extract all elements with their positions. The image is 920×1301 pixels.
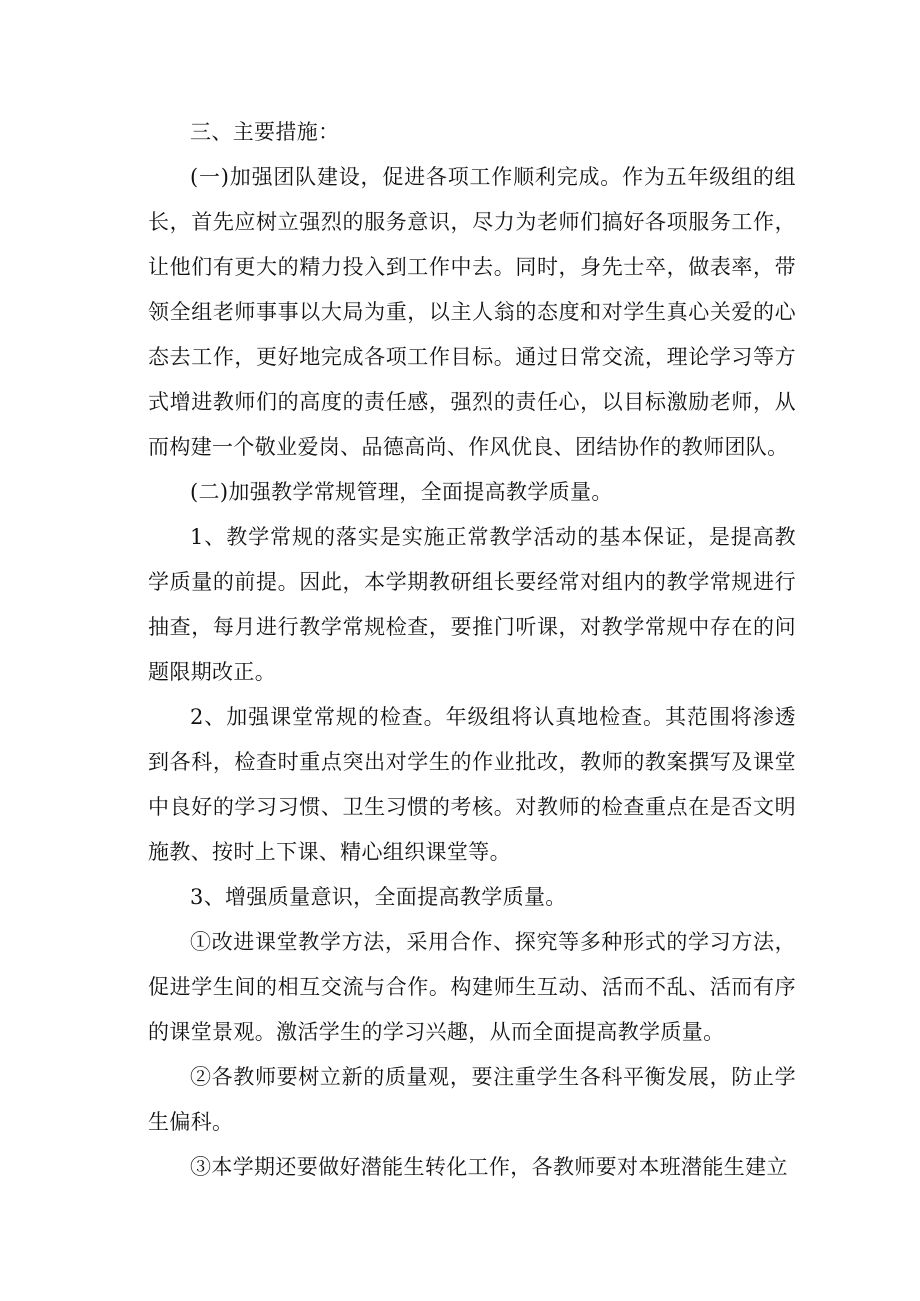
subitem-two-paragraph: ②各教师要树立新的质量观，要注重学生各科平衡发展，防止学生偏科。 — [148, 1065, 796, 1134]
item-three-paragraph: 3、增强质量意识，全面提高教学质量。 — [190, 885, 567, 909]
subitem-one-paragraph: ①改进课堂教学方法，采用合作、探究等多种形式的学习方法，促进学生间的相互交流与合作。构建师生互动、活而不乱、活而有序的课堂景观。激活学生的学习兴趣，从而全面提高教学质量。 — [148, 930, 796, 1044]
section-heading: 三、主要措施： — [190, 120, 340, 144]
section-two-heading: (二)加强教学常规管理，全面提高教学质量。 — [190, 480, 613, 504]
subitem-three-paragraph: ③本学期还要做好潜能生转化工作，各教师要对本班潜能生建立 — [190, 1155, 788, 1179]
section-one-paragraph: (一)加强团队建设，促进各项工作顺利完成。作为五年级组的组长，首先应树立强烈的服务意识，尽力为老师们搞好各项服务工作，让他们有更大的精力投入到工作中去。同时，身先士卒，做表率，带领全组老师事事以大局为重，以主人翁的态度和对学生真心关爱的心态去工作，更好地完成各项工作目标。通过日常交流，理论学习等方式增进教师们的高度的责任感，强烈的责任心，以目标激励老师，从而构建一个敬业爱岗、品德高尚、作风优良、团结协作的教师团队。 — [148, 165, 796, 459]
item-one-paragraph: 1、教学常规的落实是实施正常教学活动的基本保证，是提高教学质量的前提。因此，本学期教研组长要经常对组内的教学常规进行抽查，每月进行教学常规检查，要推门听课，对教学常规中存在的问题限期改正。 — [148, 525, 796, 684]
item-two-paragraph: 2、加强课堂常规的检查。年级组将认真地检查。其范围将渗透到各科，检查时重点突出对学生的作业批改，教师的教案撰写及课堂中良好的学习习惯、卫生习惯的考核。对教师的检查重点在是否文明施教、按时上下课、精心组织课堂等。 — [148, 705, 796, 864]
document-body — [148, 110, 796, 1190]
